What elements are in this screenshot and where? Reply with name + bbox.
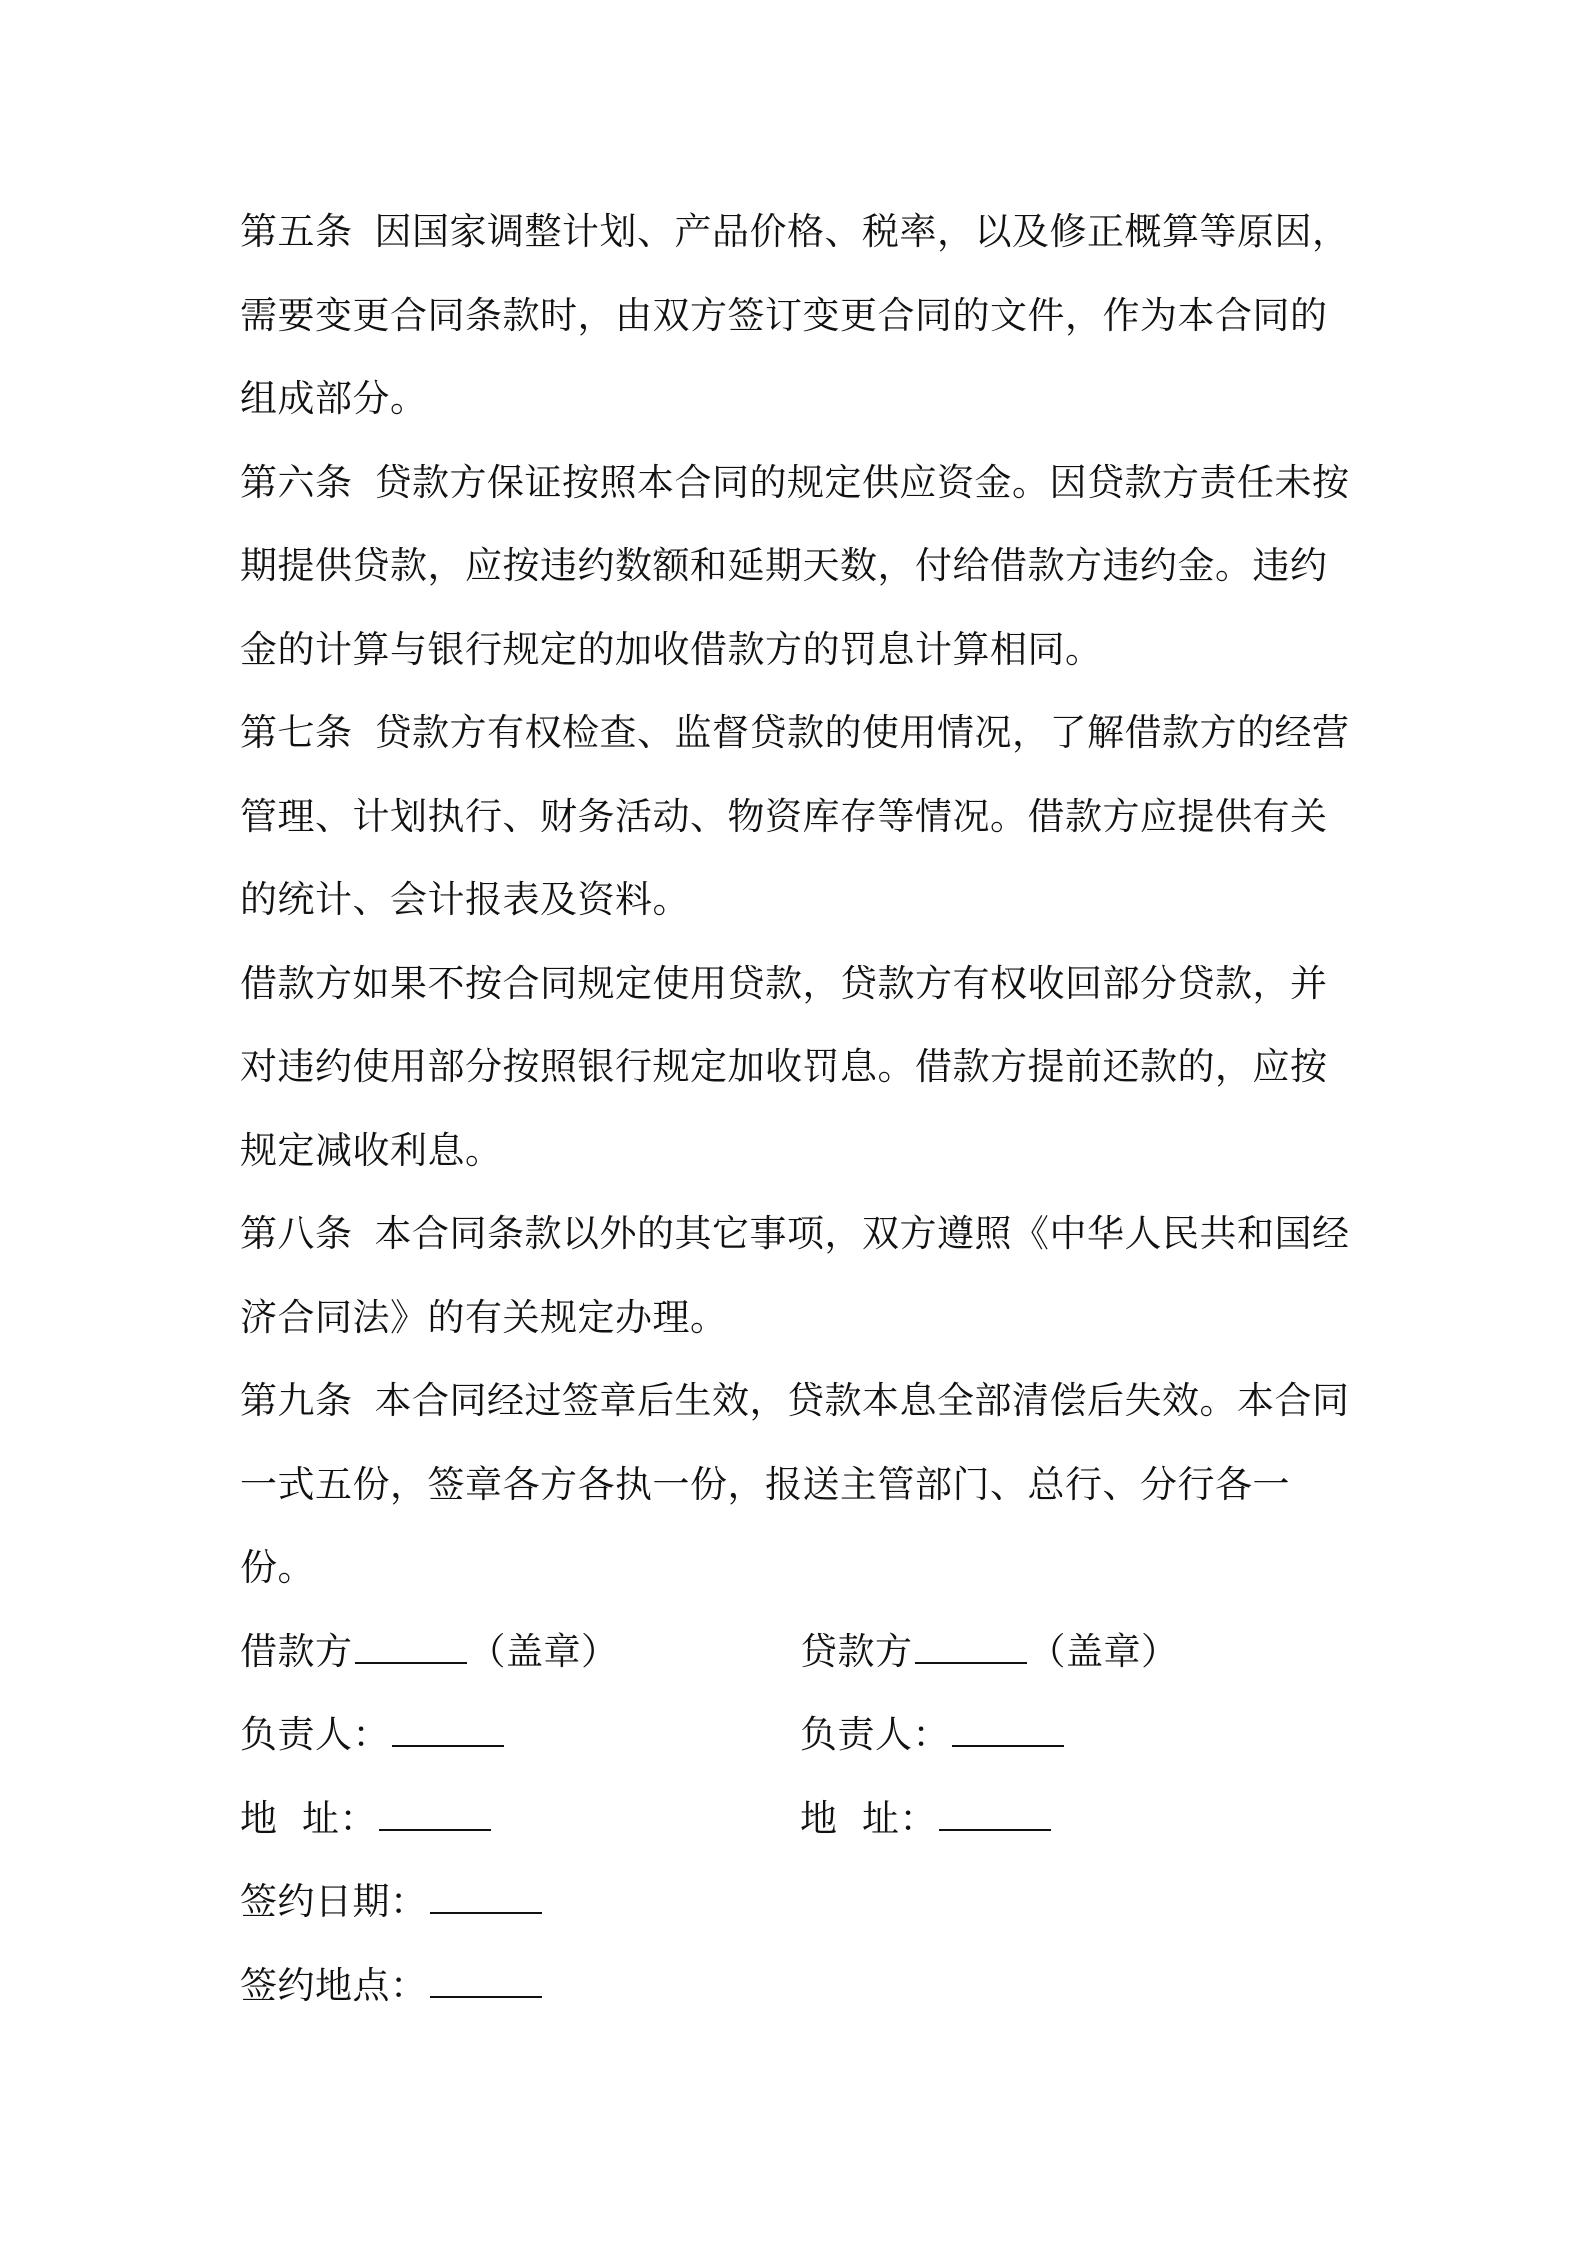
seal-note: （盖章） — [468, 1629, 619, 1673]
article-9 — [240, 1359, 1360, 1610]
contract-page — [240, 190, 1360, 2027]
borrower-label: 借款方 — [240, 1629, 353, 1673]
address-label: 地 址： — [240, 1796, 378, 1840]
sign-date — [240, 1860, 840, 1944]
article-number: 第八条 — [240, 1212, 353, 1255]
lender-seal — [800, 1610, 1360, 1694]
seal-note: （盖章） — [1028, 1629, 1179, 1673]
article-6 — [240, 441, 1360, 692]
article-text: 贷款方保证按照本合同的规定供应资金。因贷款方责任未按期提供贷款，应按违约数额和延期天数，付给借款方违约金。违约金的计算与银行规定的加收借款方的罚息计算相同。 — [240, 460, 1350, 671]
borrower-person-in-charge — [240, 1693, 800, 1777]
borrower-blank — [355, 1632, 467, 1664]
address-blank — [939, 1799, 1051, 1831]
signature-row-person — [240, 1693, 1360, 1777]
person-in-charge-label: 负责人： — [800, 1713, 950, 1756]
signature-row-parties — [240, 1610, 1360, 1694]
person-in-charge-blank — [392, 1715, 504, 1747]
article-5 — [240, 190, 1360, 441]
address-blank — [379, 1799, 491, 1831]
sign-date-label: 签约日期： — [240, 1880, 428, 1923]
address-label: 地 址： — [800, 1796, 938, 1840]
signature-row-date — [240, 1860, 1360, 1944]
lender-address — [800, 1777, 1360, 1861]
article-number: 第五条 — [240, 210, 353, 253]
article-7-continued — [240, 942, 1360, 1193]
article-8 — [240, 1192, 1360, 1359]
article-text: 借款方如果不按合同规定使用贷款，贷款方有权收回部分贷款，并对违约使用部分按照银行规定加收罚息。借款方提前还款的，应按规定减收利息。 — [240, 961, 1328, 1172]
article-number: 第七条 — [240, 711, 353, 754]
lender-label: 贷款方 — [800, 1629, 913, 1673]
sign-date-blank — [430, 1882, 542, 1914]
person-in-charge-blank — [952, 1715, 1064, 1747]
article-text: 贷款方有权检查、监督贷款的使用情况，了解借款方的经营管理、计划执行、财务活动、物资库存等情况。借款方应提供有关的统计、会计报表及资料。 — [240, 711, 1350, 921]
signature-row-place — [240, 1944, 1360, 2028]
sign-place-blank — [430, 1966, 542, 1998]
lender-person-in-charge — [800, 1693, 1360, 1777]
borrower-seal — [240, 1610, 800, 1694]
article-number: 第六条 — [240, 460, 353, 504]
article-text: 本合同条款以外的其它事项，双方遵照《中华人民共和国经济合同法》的有关规定办理。 — [240, 1212, 1350, 1339]
article-text: 因国家调整计划、产品价格、税率，以及修正概算等原因，需要变更合同条款时，由双方签订变更合同的文件，作为本合同的组成部分。 — [240, 210, 1350, 420]
lender-blank — [915, 1632, 1027, 1664]
article-7 — [240, 691, 1360, 942]
sign-place-label: 签约地点： — [240, 1963, 428, 2007]
signature-row-address — [240, 1777, 1360, 1861]
article-text: 本合同经过签章后生效，贷款本息全部清偿后失效。本合同一式五份，签章各方各执一份，报送主管部门、总行、分行各一份。 — [240, 1379, 1350, 1589]
person-in-charge-label: 负责人： — [240, 1713, 390, 1756]
borrower-address — [240, 1777, 800, 1861]
sign-place — [240, 1944, 840, 2028]
article-number: 第九条 — [240, 1379, 353, 1422]
